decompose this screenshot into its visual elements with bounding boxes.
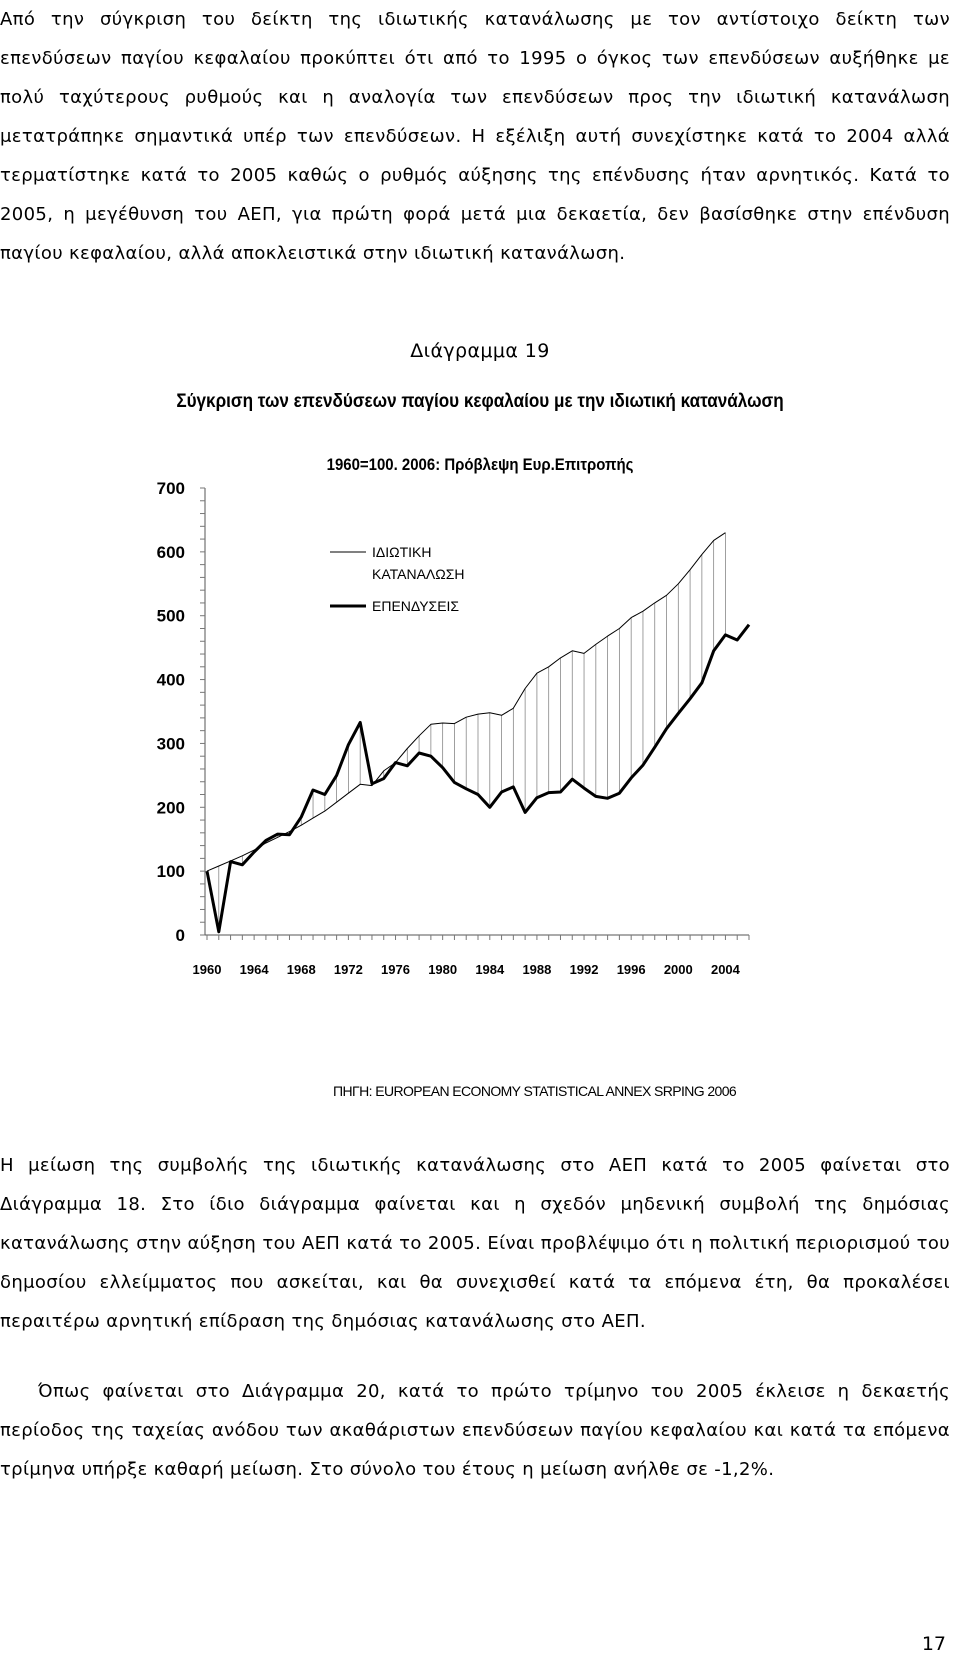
x-tick-label: 1964 xyxy=(239,962,269,977)
body-paragraph-3: Όπως φαίνεται στο Διάγραμμα 20, κατά το πρώτο τρίμηνο του 2005 έκλεισε η δεκαετής περίοδος της ταχείας ανόδου των ακαθάριστων επενδύσεων παγίου κεφαλαίου και κατά τα επόμενα τρίμηνα υπήρξε καθαρή μείωση. Στο σύνολο του έτους η μείωση ανήλθε σε -1,2%. xyxy=(0,1381,950,1480)
source-note: ΠΗΓΗ: EUROPEAN ECONOMY STATISTICAL ANNEX SRPING 2006 xyxy=(333,1083,737,1099)
y-tick-label: 600 xyxy=(156,542,185,562)
x-tick-label: 1992 xyxy=(569,962,599,977)
x-tick-label: 2000 xyxy=(663,962,693,977)
x-tick-label: 1984 xyxy=(475,962,505,977)
x-axis xyxy=(193,935,749,977)
x-tick-label: 1988 xyxy=(522,962,552,977)
x-tick-label: 1968 xyxy=(286,962,316,977)
x-tick-label: 2004 xyxy=(710,962,740,977)
x-tick-label: 1996 xyxy=(616,962,646,977)
legend xyxy=(330,544,465,614)
series-line-private-consumption xyxy=(207,533,725,871)
chart-subtitle: 1960=100. 2006: Πρόβλεψη Ευρ.Επιτροπής xyxy=(326,455,634,474)
y-tick-label: 500 xyxy=(156,606,185,626)
chart-title: Σύγκριση των επενδύσεων παγίου κεφαλαίου με την ιδιωτική κατανάλωση xyxy=(176,391,784,412)
x-tick-label: 1980 xyxy=(428,962,458,977)
y-tick-label: 200 xyxy=(156,798,185,818)
chart-plot xyxy=(0,480,960,1070)
y-tick-label: 700 xyxy=(156,480,185,498)
y-tick-label: 0 xyxy=(175,926,185,945)
y-axis xyxy=(157,480,205,945)
fill-between-hatching xyxy=(207,533,725,932)
page-number: 17 xyxy=(921,1633,946,1655)
x-tick-label: 1972 xyxy=(333,962,363,977)
y-tick-label: 300 xyxy=(156,734,185,754)
y-tick-label: 100 xyxy=(156,862,185,882)
legend-label: ΙΔΙΩΤΙΚΗ ΚΑΤΑΝΑΛΩΣΗ xyxy=(372,544,465,582)
legend-label: ΕΠΕΝΔΥΣΕΙΣ xyxy=(372,598,460,614)
y-tick-label: 400 xyxy=(156,670,185,690)
intro-paragraph: Από την σύγκριση του δείκτη της ιδιωτικής κατανάλωσης με τον αντίστοιχο δείκτη των επενδύσεων παγίου κεφαλαίου προκύπτει ότι από το 1995 ο όγκος των επενδύσεων αυξήθηκε με πολύ ταχύτερους ρυθμούς και η αναλογία των επενδύσεων προς την ιδιωτική κατανάλωση μετατράπηκε σημαντικά υπέρ των επενδύσεων. Η εξέλιξη αυτή συνεχίστηκε κατά το 2004 αλλά τερματίστηκε κατά το 2005 καθώς ο ρυθμός αύξησης της επένδυσης ήταν αρνητικός. Κατά το 2005, η μεγέθυνση του ΑΕΠ, για πρώτη φορά μετά μια δεκαετία, δεν βασίσθηκε στην επένδυση παγίου κεφαλαίου, αλλά αποκλειστικά στην ιδιωτική κατανάλωση. xyxy=(0,9,950,264)
diagram-number-label: Διάγραμμα 19 xyxy=(410,340,550,362)
x-tick-label: 1976 xyxy=(381,962,410,977)
body-paragraph-2: Η μείωση της συμβολής της ιδιωτικής κατανάλωσης στο ΑΕΠ κατά το 2005 φαίνεται στο Διάγραμμα 18. Στο ίδιο διάγραμμα φαίνεται και η σχεδόν μηδενική συμβολή της δημόσιας κατανάλωσης στην αύξηση του ΑΕΠ κατά το 2005. Είναι προβλέψιμο ότι η πολιτική περιορισμού του δημοσίου ελλείμματος που ασκείται, και θα συνεχισθεί κατά τα επόμενα έτη, θα προκαλέσει περαιτέρω αρνητική επίδραση της δημόσιας κατανάλωσης στο ΑΕΠ. xyxy=(0,1155,950,1332)
x-tick-label: 1960 xyxy=(192,962,222,977)
